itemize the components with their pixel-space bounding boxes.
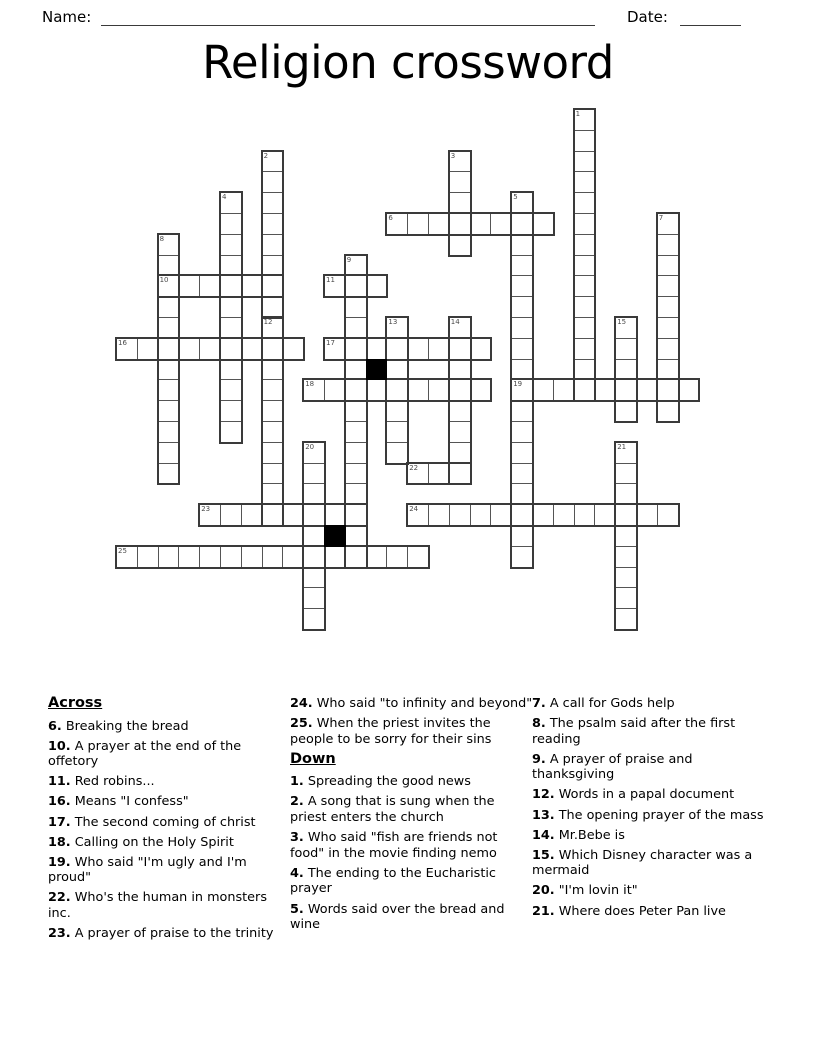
- grid-cell[interactable]: [407, 504, 429, 526]
- grid-cell[interactable]: [345, 275, 367, 297]
- clue-number: 5.: [290, 901, 304, 917]
- grid-cell[interactable]: [137, 546, 159, 568]
- grid-cell[interactable]: [158, 338, 180, 360]
- grid-cell[interactable]: [615, 504, 637, 526]
- cell-number: 13: [388, 318, 398, 326]
- clue-item: 8. The psalm said after the first reading: [532, 716, 736, 747]
- grid-cell[interactable]: [386, 546, 408, 568]
- clue-number: 8.: [532, 716, 546, 732]
- grid-cell[interactable]: [386, 442, 408, 464]
- grid-cell[interactable]: [449, 338, 471, 360]
- grid-cell[interactable]: [220, 546, 242, 568]
- grid-cell[interactable]: [615, 483, 637, 505]
- grid-cell[interactable]: [262, 463, 284, 485]
- grid-cell[interactable]: [511, 546, 533, 568]
- cell-number: 4: [222, 193, 227, 202]
- clue-item: 20. "I'm lovin it": [532, 883, 638, 899]
- page-title: Religion crossword: [202, 36, 614, 89]
- grid-cell[interactable]: [511, 213, 533, 235]
- grid-cell[interactable]: [303, 567, 325, 589]
- grid-cell[interactable]: [303, 504, 325, 526]
- grid-cell[interactable]: [511, 400, 533, 422]
- cell-number: 23: [201, 505, 211, 514]
- grid-cell[interactable]: [615, 442, 637, 464]
- clue-number: 4.: [290, 865, 304, 881]
- grid-cell[interactable]: [262, 546, 284, 568]
- grid-cell[interactable]: [574, 151, 596, 173]
- cell-number: 8: [159, 234, 165, 243]
- clue-item: 11. Red robins...: [48, 774, 155, 790]
- black-cell: [366, 359, 388, 381]
- grid-cell[interactable]: [282, 546, 304, 568]
- grid-cell[interactable]: [345, 504, 367, 526]
- grid-cell[interactable]: [511, 296, 533, 318]
- grid-cell[interactable]: [657, 255, 679, 277]
- grid-cell[interactable]: [574, 234, 596, 256]
- grid-cell[interactable]: [262, 192, 284, 214]
- clue-item: 16. Means "I confess": [48, 794, 189, 810]
- grid-cell[interactable]: [574, 171, 596, 193]
- crossword-grid: [116, 109, 700, 631]
- clue-item: 7. A call for Gods help: [532, 696, 675, 711]
- grid-cell[interactable]: [470, 504, 492, 526]
- grid-cell[interactable]: [386, 338, 408, 360]
- grid-cell[interactable]: [511, 442, 533, 464]
- cell-number: 17: [326, 338, 335, 347]
- grid-cell[interactable]: [490, 504, 512, 526]
- cell-number: 16: [118, 338, 127, 347]
- grid-cell[interactable]: [345, 483, 367, 505]
- grid-cell[interactable]: [574, 338, 596, 360]
- grid-cell[interactable]: [262, 171, 284, 193]
- name-label: Name:: [42, 8, 92, 26]
- cell-number: 15: [617, 318, 627, 326]
- clue-item: 14. Mr.Bebe is: [532, 827, 625, 843]
- grid-cell[interactable]: [158, 400, 180, 422]
- grid-cell[interactable]: [511, 317, 533, 339]
- clue-number: 12.: [532, 787, 555, 803]
- grid-cell[interactable]: [574, 296, 596, 318]
- grid-cell[interactable]: [241, 546, 263, 568]
- cell-number: 19: [513, 380, 523, 389]
- grid-cell[interactable]: [449, 421, 471, 443]
- clue-item: 24. Who said "to infinity and beyond": [290, 696, 533, 711]
- grid-cell[interactable]: [678, 379, 700, 401]
- grid-cell[interactable]: [615, 525, 637, 547]
- clue-number: 14.: [532, 827, 555, 843]
- grid-cell[interactable]: [428, 379, 450, 401]
- clue-item: 13. The opening prayer of the mass: [532, 807, 764, 823]
- grid-cell[interactable]: [262, 338, 284, 360]
- grid-cell[interactable]: [220, 338, 242, 360]
- grid-cell[interactable]: [178, 275, 200, 297]
- grid-cell[interactable]: [657, 379, 679, 401]
- grid-cell[interactable]: [262, 296, 284, 318]
- grid-cell[interactable]: [574, 109, 596, 131]
- grid-cell[interactable]: [178, 546, 200, 568]
- cell-number: 14: [450, 318, 460, 326]
- grid-cell[interactable]: [574, 504, 596, 526]
- clue-number: 21.: [532, 903, 555, 919]
- clue-list-header-down: Down: [290, 750, 336, 767]
- clue-item: 5. Words said over the bread and wine: [290, 901, 505, 933]
- grid-cell[interactable]: [428, 338, 450, 360]
- cell-number: 6: [388, 214, 393, 222]
- grid-cell[interactable]: [553, 379, 575, 401]
- grid-cell[interactable]: [303, 442, 325, 464]
- grid-cell[interactable]: [303, 546, 325, 568]
- clue-number: 25.: [290, 716, 313, 732]
- clue-item: 10. A prayer at the end of the offetory: [48, 738, 242, 770]
- grid-cell[interactable]: [386, 213, 408, 235]
- grid-cell[interactable]: [158, 234, 180, 256]
- grid-cell[interactable]: [615, 608, 637, 630]
- clue-item: 18. Calling on the Holy Spirit: [48, 834, 234, 850]
- cell-number: 1: [575, 110, 581, 118]
- grid-cell[interactable]: [574, 130, 596, 152]
- grid-cell[interactable]: [615, 546, 637, 568]
- grid-cell[interactable]: [511, 192, 533, 214]
- grid-cell[interactable]: [386, 317, 408, 339]
- grid-cell[interactable]: [574, 275, 596, 297]
- grid-cell[interactable]: [511, 338, 533, 360]
- grid-cell[interactable]: [137, 338, 159, 360]
- grid-cell[interactable]: [449, 504, 471, 526]
- grid-cell[interactable]: [220, 234, 242, 256]
- clue-number: 23.: [48, 926, 71, 942]
- grid-cell[interactable]: [220, 421, 242, 443]
- grid-cell[interactable]: [282, 504, 304, 526]
- grid-cell[interactable]: [345, 379, 367, 401]
- grid-cell[interactable]: [657, 296, 679, 318]
- grid-cell[interactable]: [428, 504, 450, 526]
- grid-cell[interactable]: [345, 255, 367, 277]
- clue-number: 18.: [48, 834, 71, 850]
- grid-cell[interactable]: [220, 504, 242, 526]
- grid-cell[interactable]: [636, 379, 658, 401]
- grid-cell[interactable]: [511, 255, 533, 277]
- clue-list-header-across: Across: [48, 695, 103, 711]
- grid-cell[interactable]: [220, 255, 242, 277]
- grid-cell[interactable]: [574, 379, 596, 401]
- grid-cell[interactable]: [220, 275, 242, 297]
- cell-number: 22: [409, 463, 419, 472]
- grid-cell[interactable]: [407, 546, 429, 568]
- grid-cell[interactable]: [511, 379, 533, 401]
- clue-item: 19. Who said "I'm ugly and I'm proud": [48, 854, 247, 886]
- grid-cell[interactable]: [262, 213, 284, 235]
- grid-cell[interactable]: [241, 504, 263, 526]
- grid-cell[interactable]: [511, 504, 533, 526]
- grid-cell[interactable]: [262, 275, 284, 297]
- grid-cell[interactable]: [303, 608, 325, 630]
- grid-cell[interactable]: [262, 400, 284, 422]
- grid-cell[interactable]: [345, 525, 367, 547]
- grid-cell[interactable]: [262, 359, 284, 381]
- grid-cell[interactable]: [657, 338, 679, 360]
- grid-cell[interactable]: [366, 338, 388, 360]
- grid-cell[interactable]: [386, 359, 408, 381]
- grid-cell[interactable]: [594, 504, 616, 526]
- clue-item: 22. Who's the human in monsters inc.: [48, 890, 267, 922]
- clue-number: 11.: [48, 774, 71, 790]
- grid-cell[interactable]: [511, 483, 533, 505]
- clue-item: 12. Words in a papal document: [532, 787, 735, 803]
- grid-cell[interactable]: [345, 421, 367, 443]
- name-blank-line[interactable]: [101, 24, 595, 26]
- clue-number: 1.: [290, 774, 304, 790]
- cell-number: 12: [263, 318, 273, 326]
- clue-number: 6.: [48, 718, 62, 734]
- grid-cell[interactable]: [532, 504, 554, 526]
- clue-number: 19.: [48, 854, 71, 870]
- grid-cell[interactable]: [324, 275, 346, 297]
- grid-cell[interactable]: [553, 504, 575, 526]
- grid-cell[interactable]: [303, 379, 325, 401]
- grid-cell[interactable]: [116, 546, 138, 568]
- grid-cell[interactable]: [470, 338, 492, 360]
- grid-cell[interactable]: [262, 421, 284, 443]
- grid-cell[interactable]: [511, 421, 533, 443]
- grid-cell[interactable]: [449, 151, 471, 173]
- date-blank-line[interactable]: [680, 24, 741, 26]
- grid-cell[interactable]: [345, 463, 367, 485]
- grid-cell[interactable]: [511, 463, 533, 485]
- grid-cell[interactable]: [262, 317, 284, 339]
- grid-cell[interactable]: [407, 463, 429, 485]
- grid-cell[interactable]: [574, 213, 596, 235]
- grid-cell[interactable]: [220, 359, 242, 381]
- grid-cell[interactable]: [262, 151, 284, 173]
- grid-cell[interactable]: [407, 213, 429, 235]
- grid-cell[interactable]: [345, 338, 367, 360]
- grid-cell[interactable]: [615, 317, 637, 339]
- clue-item: 15. Which Disney character was a mermaid: [532, 847, 753, 879]
- grid-cell[interactable]: [262, 483, 284, 505]
- grid-cell[interactable]: [449, 234, 471, 256]
- grid-cell[interactable]: [303, 587, 325, 609]
- grid-cell[interactable]: [303, 483, 325, 505]
- grid-cell[interactable]: [615, 587, 637, 609]
- clue-item: 6. Breaking the bread: [48, 718, 189, 734]
- grid-cell[interactable]: [532, 379, 554, 401]
- clue-number: 9.: [532, 751, 546, 767]
- grid-cell[interactable]: [241, 338, 263, 360]
- clue-item: 25. When the priest invites the people to be sorry for their sins: [290, 716, 492, 747]
- grid-cell[interactable]: [345, 400, 367, 422]
- grid-cell[interactable]: [158, 442, 180, 464]
- grid-cell[interactable]: [262, 234, 284, 256]
- grid-cell[interactable]: [615, 379, 637, 401]
- grid-cell[interactable]: [449, 400, 471, 422]
- clue-number: 17.: [48, 814, 71, 830]
- cell-number: 2: [263, 151, 269, 160]
- grid-cell[interactable]: [511, 359, 533, 381]
- grid-cell[interactable]: [657, 504, 679, 526]
- grid-cell[interactable]: [407, 379, 429, 401]
- grid-cell[interactable]: [574, 317, 596, 339]
- cell-number: 7: [658, 214, 664, 222]
- grid-cell[interactable]: [470, 379, 492, 401]
- grid-cell[interactable]: [116, 338, 138, 360]
- grid-cell[interactable]: [158, 317, 180, 339]
- grid-cell[interactable]: [366, 379, 388, 401]
- grid-cell[interactable]: [574, 359, 596, 381]
- clue-number: 20.: [532, 883, 555, 899]
- date-label: Date:: [627, 8, 668, 26]
- grid-cell[interactable]: [386, 400, 408, 422]
- cell-number: 5: [513, 193, 518, 202]
- clue-number: 16.: [48, 794, 71, 810]
- grid-cell[interactable]: [366, 546, 388, 568]
- grid-cell[interactable]: [158, 296, 180, 318]
- grid-cell[interactable]: [220, 400, 242, 422]
- cell-number: 11: [326, 276, 335, 285]
- grid-cell[interactable]: [615, 338, 637, 360]
- clue-number: 3.: [290, 830, 304, 846]
- cell-number: 21: [617, 442, 627, 451]
- cell-number: 25: [118, 546, 127, 555]
- grid-cell[interactable]: [657, 234, 679, 256]
- grid-cell[interactable]: [345, 317, 367, 339]
- clue-item: 23. A prayer of praise to the trinity: [48, 926, 274, 942]
- grid-cell[interactable]: [657, 359, 679, 381]
- clue-number: 22.: [48, 890, 71, 906]
- clue-item: 4. The ending to the Eucharistic prayer: [290, 865, 496, 897]
- grid-cell[interactable]: [615, 359, 637, 381]
- grid-cell[interactable]: [158, 359, 180, 381]
- grid-cell[interactable]: [657, 275, 679, 297]
- grid-cell[interactable]: [574, 192, 596, 214]
- grid-cell[interactable]: [366, 275, 388, 297]
- clues-column-2: [290, 696, 533, 937]
- grid-cell[interactable]: [657, 213, 679, 235]
- grid-cell[interactable]: [324, 504, 346, 526]
- grid-cell[interactable]: [386, 379, 408, 401]
- grid-cell[interactable]: [407, 338, 429, 360]
- grid-cell[interactable]: [657, 317, 679, 339]
- grid-cell[interactable]: [282, 338, 304, 360]
- grid-cell[interactable]: [449, 379, 471, 401]
- grid-cell[interactable]: [449, 213, 471, 235]
- grid-cell[interactable]: [345, 359, 367, 381]
- grid-cell[interactable]: [532, 213, 554, 235]
- grid-cell[interactable]: [345, 296, 367, 318]
- clue-number: 13.: [532, 807, 555, 823]
- grid-cell[interactable]: [158, 275, 180, 297]
- grid-cell[interactable]: [199, 546, 221, 568]
- grid-cell[interactable]: [345, 442, 367, 464]
- grid-cell[interactable]: [158, 255, 180, 277]
- clue-item: 2. A song that is sung when the priest enters the church: [290, 794, 495, 826]
- grid-cell[interactable]: [324, 379, 346, 401]
- grid-cell[interactable]: [303, 525, 325, 547]
- grid-cell[interactable]: [449, 317, 471, 339]
- grid-cell[interactable]: [511, 275, 533, 297]
- grid-cell[interactable]: [574, 255, 596, 277]
- grid-cell[interactable]: [220, 379, 242, 401]
- grid-cell[interactable]: [449, 192, 471, 214]
- grid-cell[interactable]: [386, 421, 408, 443]
- grid-cell[interactable]: [470, 213, 492, 235]
- grid-cell[interactable]: [262, 379, 284, 401]
- grid-cell[interactable]: [158, 463, 180, 485]
- grid-cell[interactable]: [490, 213, 512, 235]
- black-cell: [324, 525, 346, 547]
- grid-cell[interactable]: [303, 463, 325, 485]
- clue-item: 21. Where does Peter Pan live: [532, 903, 726, 919]
- grid-cell[interactable]: [262, 255, 284, 277]
- cell-number: 18: [305, 380, 315, 389]
- grid-cell[interactable]: [324, 546, 346, 568]
- grid-cell[interactable]: [449, 359, 471, 381]
- grid-cell[interactable]: [220, 317, 242, 339]
- grid-cell[interactable]: [262, 504, 284, 526]
- grid-cell[interactable]: [158, 546, 180, 568]
- grid-cell[interactable]: [158, 421, 180, 443]
- grid-cell[interactable]: [449, 171, 471, 193]
- clue-item: 1. Spreading the good news: [290, 774, 471, 790]
- grid-cell[interactable]: [262, 442, 284, 464]
- grid-cell[interactable]: [220, 296, 242, 318]
- clue-item: 9. A prayer of praise and thanksgiving: [532, 751, 693, 783]
- grid-cell[interactable]: [511, 234, 533, 256]
- grid-cell[interactable]: [594, 379, 616, 401]
- grid-cell[interactable]: [241, 275, 263, 297]
- grid-cell[interactable]: [657, 400, 679, 422]
- grid-cell[interactable]: [636, 504, 658, 526]
- grid-cell[interactable]: [345, 546, 367, 568]
- clues-column-1: [48, 696, 291, 946]
- grid-cell[interactable]: [428, 463, 450, 485]
- grid-cell[interactable]: [615, 463, 637, 485]
- clues-column-3: [532, 696, 775, 924]
- clue-item: 17. The second coming of christ: [48, 814, 256, 830]
- grid-cell[interactable]: [178, 338, 200, 360]
- grid-cell[interactable]: [511, 525, 533, 547]
- grid-cell[interactable]: [615, 400, 637, 422]
- cell-number: 24: [409, 505, 419, 514]
- grid-cell[interactable]: [220, 213, 242, 235]
- cell-number: 3: [450, 151, 456, 160]
- grid-cell[interactable]: [158, 379, 180, 401]
- clue-number: 7.: [532, 696, 546, 711]
- grid-cell[interactable]: [615, 567, 637, 589]
- grid-cell[interactable]: [428, 213, 450, 235]
- clue-number: 2.: [290, 794, 304, 810]
- clue-number: 10.: [48, 738, 71, 754]
- grid-cell[interactable]: [449, 463, 471, 485]
- grid-cell[interactable]: [199, 338, 221, 360]
- clue-number: 24.: [290, 696, 313, 711]
- clue-number: 15.: [532, 847, 555, 863]
- cell-number: 20: [305, 442, 315, 451]
- grid-cell[interactable]: [324, 338, 346, 360]
- grid-cell[interactable]: [449, 442, 471, 464]
- cell-number: 10: [159, 276, 169, 285]
- grid-cell[interactable]: [199, 504, 221, 526]
- clue-item: 3. Who said "fish are friends not food" in the movie finding nemo: [290, 830, 498, 861]
- grid-cell[interactable]: [199, 275, 221, 297]
- cell-number: 9: [346, 255, 352, 264]
- grid-cell[interactable]: [220, 192, 242, 214]
